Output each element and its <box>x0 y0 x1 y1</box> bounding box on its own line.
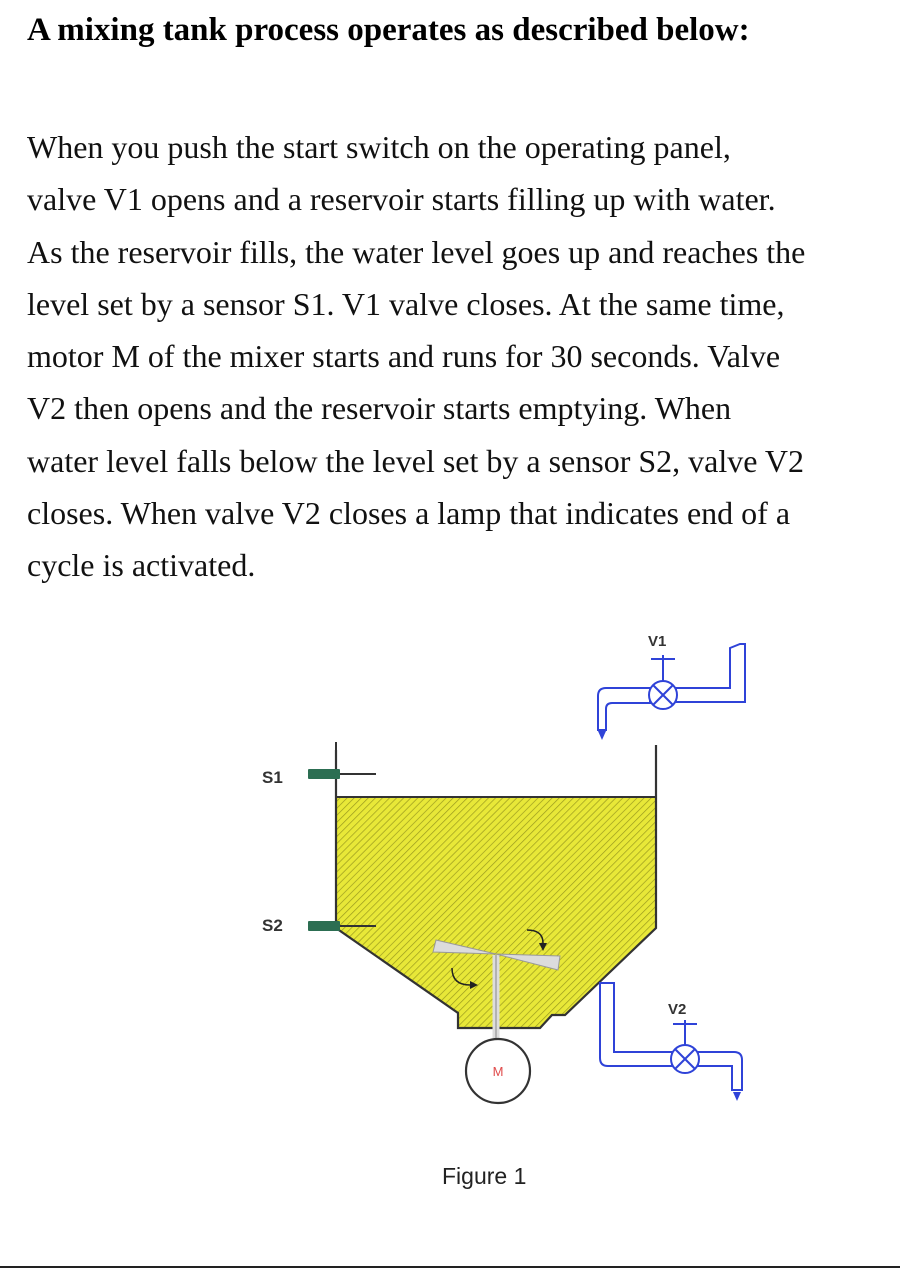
description-line: water level falls below the level set by a sensor S2, valve V2 <box>27 442 804 479</box>
inlet-valve-v1 <box>598 633 745 740</box>
description-line: level set by a sensor S1. V1 valve closes. At the same time, <box>27 285 785 322</box>
description-line: closes. When valve V2 closes a lamp that indicates end of a <box>27 495 791 532</box>
inlet-pipe-spout <box>598 688 650 730</box>
valve-v2-label: V2 <box>668 1001 687 1018</box>
outlet-pipe-left <box>600 983 672 1066</box>
inlet-flow-arrow <box>598 731 606 740</box>
sensor-s1-body <box>308 769 340 779</box>
description-line: motor M of the mixer starts and runs for 30 seconds. Valve <box>27 338 781 375</box>
outlet-valve-v2 <box>600 983 742 1101</box>
description-line: As the reservoir fills, the water level goes up and reaches the <box>27 233 806 270</box>
outlet-flow-arrow <box>733 1092 741 1101</box>
outlet-pipe-right <box>698 1052 742 1090</box>
process-description <box>27 121 887 592</box>
figure-caption: Figure 1 <box>442 1163 527 1189</box>
description-line: valve V1 opens and a reservoir starts filling up with water. <box>27 181 776 218</box>
page-heading: A mixing tank process operates as described below: <box>27 12 750 48</box>
description-line: cycle is activated. <box>27 547 256 584</box>
description-line: When you push the start switch on the operating panel, <box>27 129 731 165</box>
description-line: V2 then opens and the reservoir starts emptying. When <box>27 390 732 427</box>
motor-label: M <box>492 1064 504 1079</box>
inlet-pipe-supply <box>676 644 745 702</box>
sensor-s1 <box>262 742 376 787</box>
valve-v1-label: V1 <box>648 633 667 650</box>
motor <box>466 1039 530 1103</box>
bottom-divider <box>0 1266 900 1268</box>
sensor-s1-label: S1 <box>262 768 283 787</box>
sensor-s2-label: S2 <box>262 916 283 935</box>
sensor-s2-body <box>308 921 340 931</box>
mixing-tank-figure <box>0 600 900 1240</box>
mixing-tank-diagram <box>0 600 900 1240</box>
